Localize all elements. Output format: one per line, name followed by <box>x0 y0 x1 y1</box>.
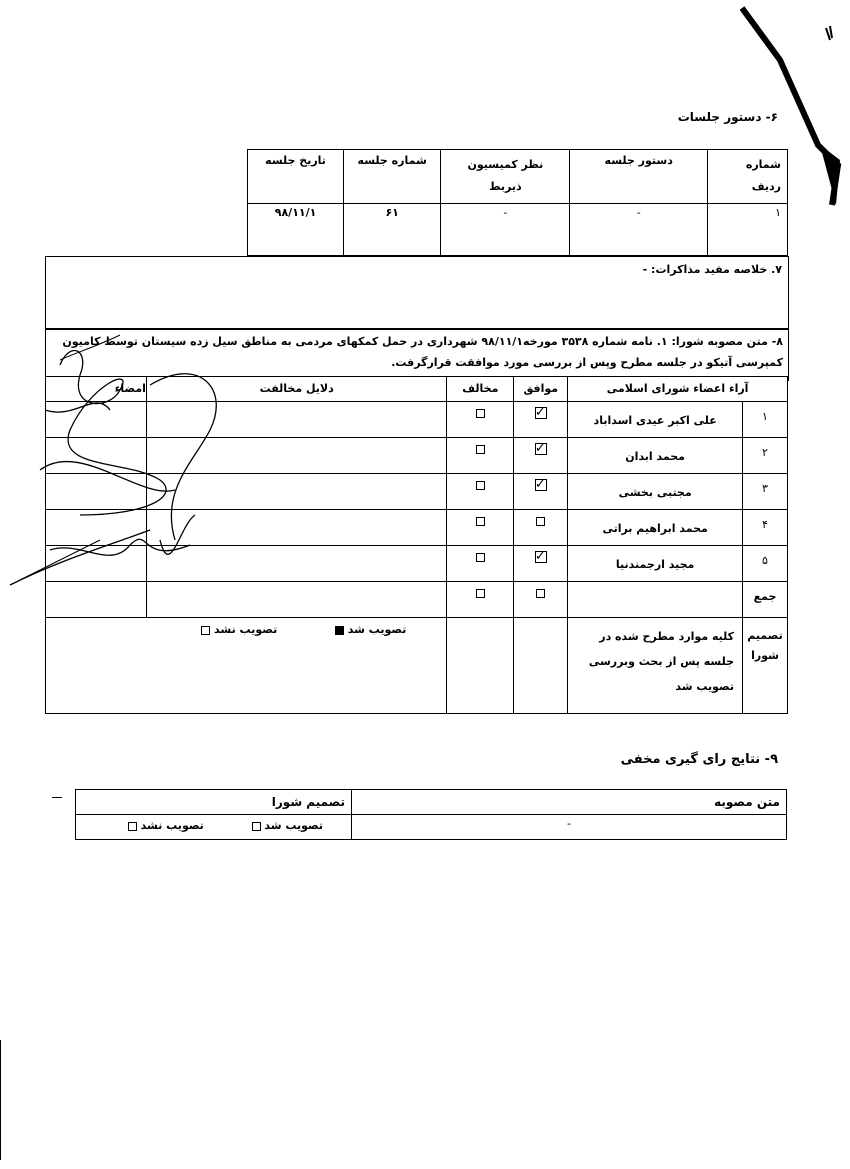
agenda-table <box>247 149 788 256</box>
member-name: مجتبی بخشی <box>568 474 743 510</box>
signature-cell <box>46 402 147 438</box>
approved-checkbox[interactable] <box>335 626 344 635</box>
signature-cell <box>46 438 147 474</box>
reasons-cell <box>146 582 446 618</box>
member-no: ۳ <box>743 474 788 510</box>
signature-cell <box>46 582 147 618</box>
secret-decision-options <box>76 815 352 840</box>
total-row <box>46 582 788 618</box>
disagree-total-checkbox[interactable] <box>476 589 485 598</box>
member-no: ۴ <box>743 510 788 546</box>
section8-text: ۸- متن مصوبه شورا: ۱. نامه شماره ۳۵۳۸ مورخه۹۸/۱۱/۱ شهرداری در حمل کمکهای مردمی به مناطق سیل زده سیستان توسط کامیون کمپرسی آتیکو در جلسه مطرح وپس از بررسی مورد موافقت قرارگرفت. <box>62 335 783 369</box>
reasons-cell <box>146 510 446 546</box>
agree-checkbox[interactable]: ✓ <box>534 549 546 564</box>
row-no-value: ۱ <box>707 204 787 256</box>
member-name: مجید ارجمندنیا <box>568 546 743 582</box>
disagree-checkbox[interactable] <box>476 481 485 490</box>
header-agree: موافق <box>514 377 568 402</box>
decision-empty-1 <box>514 618 568 714</box>
session-date-value: ۹۸/۱۱/۱ <box>248 204 344 256</box>
member-name: علی اکبر عیدی اسداباد <box>568 402 743 438</box>
votes-table <box>45 376 788 714</box>
approved-label: تصویب شد <box>347 623 407 636</box>
section7-box <box>45 256 789 330</box>
session-no-value: ۶۱ <box>344 204 441 256</box>
not-approved-checkbox[interactable] <box>128 822 137 831</box>
section7-title: ۷. خلاصه مفید مذاکرات: - <box>642 263 782 276</box>
agree-total-checkbox[interactable] <box>536 589 545 598</box>
approved-checkbox[interactable] <box>252 822 261 831</box>
member-no: ۱ <box>743 402 788 438</box>
reasons-cell <box>146 474 446 510</box>
total-name-cell <box>568 582 743 618</box>
decision-options <box>46 618 447 714</box>
not-approved-label: تصویب نشد <box>214 623 278 636</box>
col-decision-header: تصمیم شورا <box>76 790 352 815</box>
header-session-date: تاریخ جلسه <box>248 150 344 204</box>
table-row <box>46 474 788 510</box>
decision-text: کلیه موارد مطرح شده در جلسه پس از بحث وبررسی تصویب شد <box>568 618 743 714</box>
text-value: - <box>352 815 787 840</box>
header-agenda: دستور جلسه <box>570 150 707 204</box>
table-row <box>46 438 788 474</box>
col-text-header: متن مصوبه <box>352 790 787 815</box>
commission-value: - <box>441 204 570 256</box>
section9-title: ۹- نتایج رای گیری مخفی <box>620 752 778 767</box>
secret-vote-table <box>75 789 787 840</box>
header-session-no: شماره جلسه <box>344 150 441 204</box>
member-name: محمد ابدان <box>568 438 743 474</box>
member-no: ۵ <box>743 546 788 582</box>
stray-mark <box>52 797 62 798</box>
total-label: جمع <box>743 582 788 618</box>
member-name: محمد ابراهیم براتی <box>568 510 743 546</box>
disagree-checkbox[interactable] <box>476 445 485 454</box>
header-members: آراء اعضاء شورای اسلامی <box>568 377 788 402</box>
table-row <box>46 510 788 546</box>
agenda-value: - <box>570 204 707 256</box>
reasons-cell <box>146 438 446 474</box>
table-row <box>46 546 788 582</box>
decision-label: تصمیم شورا <box>743 618 788 714</box>
header-signature: امضاء <box>46 377 147 402</box>
not-approved-label: تصویب نشد <box>140 819 204 832</box>
agree-checkbox[interactable]: ✓ <box>534 405 546 420</box>
table-row <box>46 402 788 438</box>
decision-empty-2 <box>447 618 514 714</box>
member-no: ۲ <box>743 438 788 474</box>
header-disagree: مخالف <box>447 377 514 402</box>
stray-mark <box>0 1040 1 1160</box>
signature-cell <box>46 546 147 582</box>
disagree-checkbox[interactable] <box>476 517 485 526</box>
reasons-cell <box>146 402 446 438</box>
header-row-no: شماره ردیف <box>707 150 787 204</box>
decision-row <box>46 618 788 714</box>
not-approved-checkbox[interactable] <box>201 626 210 635</box>
section6-title: ۶- دستور جلسات <box>677 110 778 124</box>
disagree-checkbox[interactable] <box>476 409 485 418</box>
reasons-cell <box>146 546 446 582</box>
signature-cell <box>46 474 147 510</box>
disagree-checkbox[interactable] <box>476 553 485 562</box>
agree-checkbox[interactable] <box>536 517 545 526</box>
section8-text-box <box>45 328 789 381</box>
agree-checkbox[interactable]: ✓ <box>534 477 546 492</box>
signature-cell <box>46 510 147 546</box>
header-reasons: دلایل مخالفت <box>146 377 446 402</box>
agree-checkbox[interactable]: ✓ <box>534 441 546 456</box>
header-commission: نظر کمیسیون ذیربط <box>441 150 570 204</box>
approved-label: تصویب شد <box>264 819 323 832</box>
